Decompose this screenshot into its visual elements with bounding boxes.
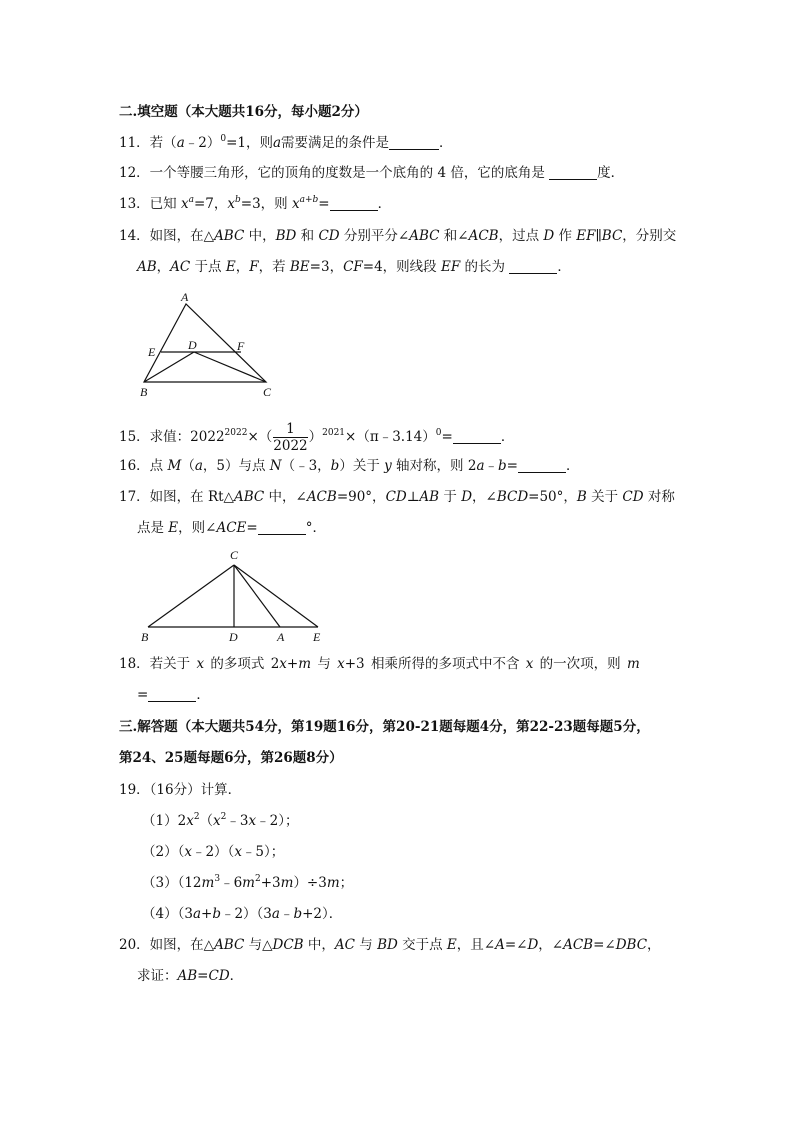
question-19-part-2: （2）（x﹣2）（x﹣5）； bbox=[142, 844, 285, 860]
section-2-heading: 二.填空题（本大题共16分，每小题2分） bbox=[119, 104, 368, 120]
label-e: E bbox=[313, 630, 321, 644]
question-15: 15．求值：$2022^{2022}\times$（ $\frac{1}{2022}$ ）$^{2021}$×（π﹣3.14）$^0$= ． bbox=[119, 421, 515, 454]
question-19-part-3: $(3)(12m^3﹣6m^2+3m)\div 3m$； bbox=[142, 874, 354, 891]
segment-ce bbox=[234, 565, 318, 627]
question-19-part-1: $(1)2x^2(x^2﹣3x﹣2)$； bbox=[142, 812, 299, 829]
label-a: A bbox=[181, 290, 189, 304]
question-20-line-2: 求证：AB=CD． bbox=[137, 968, 244, 984]
question-14-line-1: 14．如图，在△ABC 中，BD 和 CD 分别平分∠ABC 和∠ACB，过点 D 作 EF∥BC，分别交 bbox=[119, 228, 677, 244]
question-17-line-1: 17．如图，在 Rt△ABC 中，∠ACB=90°，CD⊥AB 于 D，∠BCD=50°，B 关于 CD 对称 bbox=[119, 489, 675, 505]
segment-cb bbox=[148, 565, 234, 627]
figure-q17-triangle bbox=[138, 545, 338, 645]
section-3-heading-line-1: 三.解答题（本大题共54分，第19题16分，第20-21题每题4分，第22-23题每题5分， bbox=[119, 719, 650, 735]
question-11: 11．若（a﹣2）$^0$=1，则a需要满足的条件是 ． bbox=[119, 134, 453, 151]
question-14-line-2: AB，AC 于点 E，F，若 BE=3，CF=4，则线段 EF 的长为 ． bbox=[137, 259, 571, 275]
section-3-heading-line-2: 第24、25题每题6分，第26题8分） bbox=[119, 750, 343, 766]
label-c: C bbox=[263, 385, 272, 399]
question-12: 12．一个等腰三角形，它的顶角的度数是一个底角的 4 倍，它的底角是 度． bbox=[119, 165, 625, 181]
label-d: D bbox=[229, 630, 238, 644]
label-a: A bbox=[277, 630, 285, 644]
question-16: 16．点 M（a，5）与点 N（﹣3，b）关于 y 轴对称，则 2a﹣b= ． bbox=[119, 458, 580, 474]
question-18-line-2: = ． bbox=[137, 687, 210, 703]
question-19-part-4: （4）（3a+b﹣2）（3a﹣b+2）． bbox=[142, 906, 343, 922]
segment-ca bbox=[234, 565, 280, 627]
question-19-header: 19．（16分）计算． bbox=[119, 782, 242, 798]
fraction-1-over-2022: $\frac{1}{2022}$ bbox=[273, 421, 308, 454]
label-b: B bbox=[141, 630, 149, 644]
figure-q14-triangle bbox=[140, 290, 280, 400]
label-b: B bbox=[140, 385, 148, 399]
label-c: C bbox=[230, 548, 239, 562]
label-f: F bbox=[237, 339, 245, 353]
segment-dc bbox=[194, 352, 266, 382]
label-e: E bbox=[148, 345, 156, 359]
question-20-line-1: 20．如图，在△ABC 与△DCB 中，AC 与 BD 交于点 E，且∠A=∠D，∠ACB=∠DBC， bbox=[119, 937, 661, 953]
question-17-line-2: 点是 E，则∠ACE= °． bbox=[137, 520, 326, 536]
triangle-abc bbox=[144, 304, 266, 382]
question-18-line-1: 18．若关于 x 的多项式 2x+m 与 x+3 相乘所得的多项式中不含 x 的一次项，则 m bbox=[119, 656, 640, 672]
label-d: D bbox=[188, 338, 197, 352]
question-13: 13．已知 $x^a=7$，$x^b=3$，则 $x^{a+b}=$ ． bbox=[119, 195, 392, 212]
